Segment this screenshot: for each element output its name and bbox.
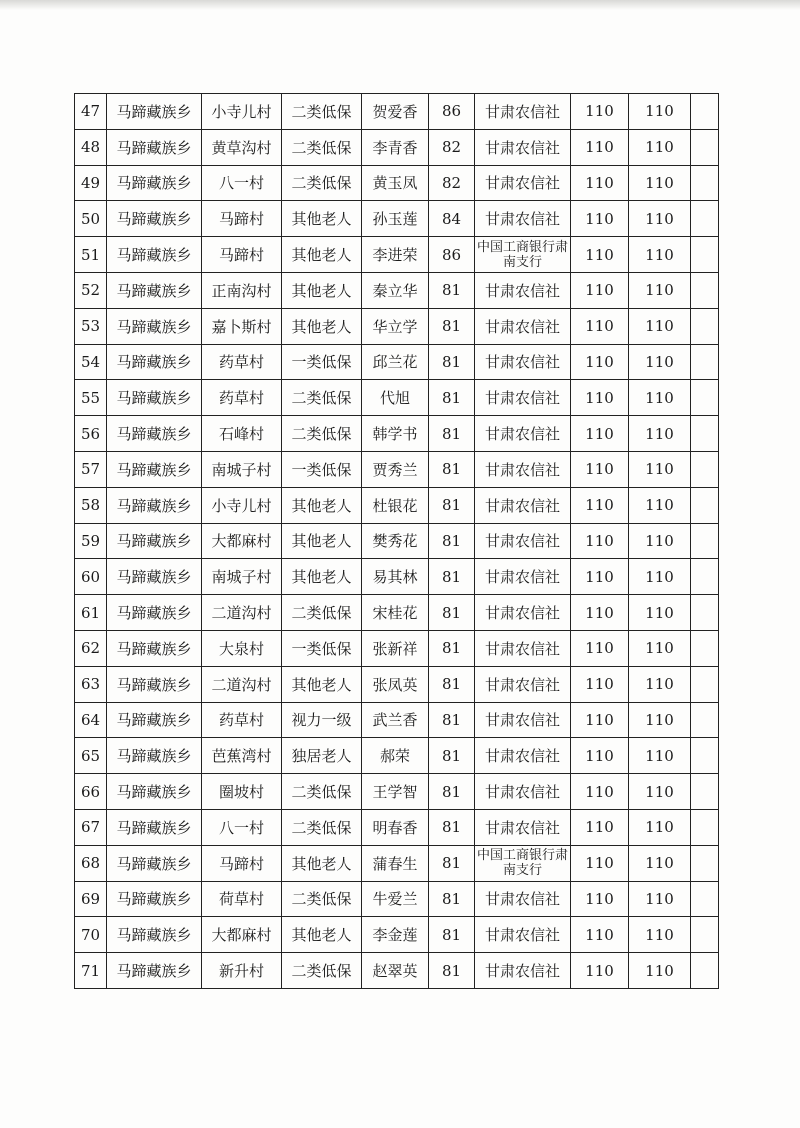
cell-name: 贺爱香 [362,94,429,130]
cell-bank: 甘肃农信社 [475,738,571,774]
cell-age: 86 [429,94,475,130]
table-row [75,451,719,487]
cell-age: 81 [429,953,475,989]
cell-township: 马蹄藏族乡 [107,129,202,165]
cell-category: 二类低保 [282,774,362,810]
cell-township: 马蹄藏族乡 [107,416,202,452]
table-row [75,595,719,631]
cell-number: 55 [75,380,107,416]
cell-amount-1: 110 [571,666,629,702]
cell-bank: 甘肃农信社 [475,666,571,702]
cell-age: 81 [429,416,475,452]
table-row [75,774,719,810]
cell-note [691,774,719,810]
cell-village: 石峰村 [202,416,282,452]
cell-township: 马蹄藏族乡 [107,559,202,595]
table-row [75,416,719,452]
cell-number: 69 [75,881,107,917]
cell-number: 48 [75,129,107,165]
cell-note [691,523,719,559]
table-row [75,94,719,130]
cell-name: 韩学书 [362,416,429,452]
cell-bank: 甘肃农信社 [475,308,571,344]
cell-amount-2: 110 [629,237,691,273]
cell-amount-1: 110 [571,94,629,130]
cell-name: 武兰香 [362,702,429,738]
cell-bank: 甘肃农信社 [475,129,571,165]
cell-township: 马蹄藏族乡 [107,380,202,416]
cell-age: 81 [429,380,475,416]
cell-amount-1: 110 [571,559,629,595]
cell-note [691,237,719,273]
cell-township: 马蹄藏族乡 [107,702,202,738]
cell-village: 芭蕉湾村 [202,738,282,774]
cell-township: 马蹄藏族乡 [107,666,202,702]
cell-name: 张凤英 [362,666,429,702]
cell-number: 57 [75,451,107,487]
cell-name: 郝荣 [362,738,429,774]
cell-amount-1: 110 [571,523,629,559]
cell-name: 杜银花 [362,487,429,523]
cell-name: 邱兰花 [362,344,429,380]
cell-village: 药草村 [202,702,282,738]
cell-note [691,94,719,130]
cell-category: 一类低保 [282,344,362,380]
table-row [75,738,719,774]
cell-amount-1: 110 [571,953,629,989]
table-row [75,487,719,523]
cell-village: 二道沟村 [202,595,282,631]
cell-age: 81 [429,308,475,344]
cell-amount-2: 110 [629,344,691,380]
table-row [75,272,719,308]
cell-name: 孙玉莲 [362,201,429,237]
cell-note [691,702,719,738]
cell-township: 马蹄藏族乡 [107,451,202,487]
cell-village: 南城子村 [202,451,282,487]
cell-amount-2: 110 [629,809,691,845]
cell-amount-1: 110 [571,702,629,738]
cell-category: 其他老人 [282,917,362,953]
cell-amount-1: 110 [571,416,629,452]
cell-age: 81 [429,738,475,774]
cell-number: 66 [75,774,107,810]
cell-village: 小寺儿村 [202,94,282,130]
cell-note [691,165,719,201]
cell-township: 马蹄藏族乡 [107,630,202,666]
cell-amount-2: 110 [629,630,691,666]
cell-amount-1: 110 [571,845,629,881]
cell-amount-1: 110 [571,917,629,953]
cell-amount-2: 110 [629,702,691,738]
cell-number: 60 [75,559,107,595]
cell-bank: 甘肃农信社 [475,344,571,380]
scan-top-edge [0,0,800,10]
cell-age: 81 [429,272,475,308]
beneficiary-table [74,93,719,989]
cell-category: 其他老人 [282,666,362,702]
table-row [75,129,719,165]
cell-bank: 甘肃农信社 [475,774,571,810]
cell-age: 86 [429,237,475,273]
cell-number: 58 [75,487,107,523]
cell-name: 李青香 [362,129,429,165]
cell-note [691,845,719,881]
cell-township: 马蹄藏族乡 [107,308,202,344]
cell-note [691,595,719,631]
cell-note [691,416,719,452]
cell-township: 马蹄藏族乡 [107,165,202,201]
cell-name: 宋桂花 [362,595,429,631]
cell-age: 81 [429,881,475,917]
cell-bank: 甘肃农信社 [475,451,571,487]
cell-township: 马蹄藏族乡 [107,595,202,631]
cell-number: 56 [75,416,107,452]
table-row [75,380,719,416]
cell-bank: 甘肃农信社 [475,559,571,595]
cell-bank: 甘肃农信社 [475,523,571,559]
table-row [75,559,719,595]
cell-village: 大都麻村 [202,917,282,953]
cell-name: 牛爱兰 [362,881,429,917]
cell-township: 马蹄藏族乡 [107,845,202,881]
cell-name: 黄玉凤 [362,165,429,201]
cell-name: 易其林 [362,559,429,595]
cell-name: 李进荣 [362,237,429,273]
cell-township: 马蹄藏族乡 [107,774,202,810]
cell-age: 81 [429,845,475,881]
cell-amount-1: 110 [571,881,629,917]
cell-amount-2: 110 [629,94,691,130]
table-row [75,344,719,380]
cell-age: 81 [429,523,475,559]
cell-village: 正南沟村 [202,272,282,308]
cell-township: 马蹄藏族乡 [107,738,202,774]
cell-amount-1: 110 [571,237,629,273]
cell-amount-2: 110 [629,165,691,201]
cell-number: 70 [75,917,107,953]
cell-bank: 甘肃农信社 [475,630,571,666]
cell-village: 马蹄村 [202,201,282,237]
cell-amount-2: 110 [629,487,691,523]
table-row [75,201,719,237]
cell-village: 药草村 [202,344,282,380]
cell-bank: 甘肃农信社 [475,487,571,523]
cell-category: 其他老人 [282,201,362,237]
table-row [75,237,719,273]
cell-category: 二类低保 [282,595,362,631]
cell-category: 其他老人 [282,523,362,559]
cell-note [691,451,719,487]
cell-note [691,380,719,416]
cell-amount-2: 110 [629,666,691,702]
cell-number: 49 [75,165,107,201]
cell-category: 一类低保 [282,451,362,487]
cell-name: 赵翠英 [362,953,429,989]
cell-number: 68 [75,845,107,881]
cell-village: 马蹄村 [202,237,282,273]
cell-village: 二道沟村 [202,666,282,702]
cell-bank: 甘肃农信社 [475,94,571,130]
cell-amount-2: 110 [629,523,691,559]
cell-bank: 甘肃农信社 [475,165,571,201]
cell-category: 二类低保 [282,881,362,917]
cell-number: 52 [75,272,107,308]
cell-category: 视力一级 [282,702,362,738]
cell-name: 代旭 [362,380,429,416]
cell-name: 蒲春生 [362,845,429,881]
cell-amount-1: 110 [571,809,629,845]
cell-note [691,917,719,953]
cell-number: 62 [75,630,107,666]
cell-age: 82 [429,129,475,165]
cell-amount-1: 110 [571,272,629,308]
cell-bank: 甘肃农信社 [475,272,571,308]
cell-age: 81 [429,666,475,702]
cell-note [691,559,719,595]
cell-category: 二类低保 [282,94,362,130]
cell-category: 二类低保 [282,380,362,416]
cell-amount-2: 110 [629,272,691,308]
cell-township: 马蹄藏族乡 [107,809,202,845]
table-row [75,917,719,953]
cell-category: 其他老人 [282,308,362,344]
cell-amount-2: 110 [629,380,691,416]
table-row [75,666,719,702]
cell-category: 二类低保 [282,953,362,989]
cell-amount-2: 110 [629,774,691,810]
cell-note [691,630,719,666]
cell-amount-1: 110 [571,738,629,774]
table-row [75,308,719,344]
cell-village: 八一村 [202,809,282,845]
cell-amount-1: 110 [571,165,629,201]
cell-number: 51 [75,237,107,273]
cell-amount-2: 110 [629,559,691,595]
cell-bank: 甘肃农信社 [475,595,571,631]
cell-age: 81 [429,702,475,738]
cell-village: 大泉村 [202,630,282,666]
table-body [75,94,719,989]
table-row [75,881,719,917]
cell-category: 其他老人 [282,272,362,308]
cell-bank: 甘肃农信社 [475,809,571,845]
cell-name: 李金莲 [362,917,429,953]
cell-township: 马蹄藏族乡 [107,272,202,308]
cell-village: 新升村 [202,953,282,989]
cell-category: 其他老人 [282,559,362,595]
cell-age: 82 [429,165,475,201]
cell-village: 南城子村 [202,559,282,595]
cell-age: 81 [429,595,475,631]
cell-age: 81 [429,630,475,666]
cell-name: 樊秀花 [362,523,429,559]
cell-note [691,308,719,344]
cell-name: 张新祥 [362,630,429,666]
cell-note [691,272,719,308]
cell-village: 药草村 [202,380,282,416]
cell-bank: 甘肃农信社 [475,881,571,917]
cell-amount-1: 110 [571,595,629,631]
cell-category: 其他老人 [282,487,362,523]
cell-amount-1: 110 [571,487,629,523]
cell-village: 荷草村 [202,881,282,917]
table-row [75,165,719,201]
table-row [75,702,719,738]
cell-township: 马蹄藏族乡 [107,523,202,559]
cell-township: 马蹄藏族乡 [107,953,202,989]
cell-name: 秦立华 [362,272,429,308]
table-row [75,845,719,881]
cell-village: 马蹄村 [202,845,282,881]
cell-note [691,666,719,702]
cell-bank: 甘肃农信社 [475,953,571,989]
cell-number: 71 [75,953,107,989]
cell-number: 61 [75,595,107,631]
table-row [75,630,719,666]
cell-village: 黄草沟村 [202,129,282,165]
cell-note [691,344,719,380]
cell-township: 马蹄藏族乡 [107,881,202,917]
cell-category: 二类低保 [282,165,362,201]
cell-township: 马蹄藏族乡 [107,917,202,953]
cell-age: 81 [429,774,475,810]
cell-township: 马蹄藏族乡 [107,344,202,380]
cell-amount-1: 110 [571,774,629,810]
cell-note [691,809,719,845]
cell-note [691,129,719,165]
cell-note [691,738,719,774]
table-row [75,809,719,845]
cell-note [691,881,719,917]
cell-name: 贾秀兰 [362,451,429,487]
cell-number: 65 [75,738,107,774]
cell-amount-2: 110 [629,416,691,452]
cell-note [691,953,719,989]
cell-amount-2: 110 [629,953,691,989]
cell-amount-1: 110 [571,201,629,237]
cell-age: 81 [429,487,475,523]
cell-amount-1: 110 [571,630,629,666]
cell-number: 64 [75,702,107,738]
cell-number: 53 [75,308,107,344]
cell-amount-1: 110 [571,380,629,416]
cell-bank: 甘肃农信社 [475,201,571,237]
cell-bank: 中国工商银行肃南支行 [475,237,571,273]
cell-amount-1: 110 [571,308,629,344]
cell-amount-2: 110 [629,738,691,774]
table-row [75,523,719,559]
cell-bank: 甘肃农信社 [475,416,571,452]
cell-category: 二类低保 [282,129,362,165]
cell-number: 50 [75,201,107,237]
cell-amount-1: 110 [571,451,629,487]
cell-bank: 甘肃农信社 [475,380,571,416]
cell-amount-2: 110 [629,917,691,953]
cell-bank: 甘肃农信社 [475,917,571,953]
cell-category: 其他老人 [282,845,362,881]
cell-name: 王学智 [362,774,429,810]
cell-township: 马蹄藏族乡 [107,94,202,130]
cell-note [691,201,719,237]
cell-amount-2: 110 [629,595,691,631]
cell-number: 59 [75,523,107,559]
cell-category: 一类低保 [282,630,362,666]
cell-category: 其他老人 [282,237,362,273]
cell-age: 81 [429,809,475,845]
cell-village: 八一村 [202,165,282,201]
cell-category: 独居老人 [282,738,362,774]
cell-amount-2: 110 [629,451,691,487]
cell-amount-1: 110 [571,129,629,165]
cell-number: 63 [75,666,107,702]
cell-name: 华立学 [362,308,429,344]
cell-amount-2: 110 [629,129,691,165]
cell-age: 81 [429,344,475,380]
cell-amount-2: 110 [629,201,691,237]
cell-age: 81 [429,451,475,487]
cell-number: 47 [75,94,107,130]
cell-age: 81 [429,559,475,595]
cell-township: 马蹄藏族乡 [107,237,202,273]
cell-number: 67 [75,809,107,845]
cell-village: 圈坡村 [202,774,282,810]
cell-township: 马蹄藏族乡 [107,201,202,237]
cell-amount-2: 110 [629,881,691,917]
cell-category: 二类低保 [282,809,362,845]
cell-amount-2: 110 [629,845,691,881]
cell-category: 二类低保 [282,416,362,452]
cell-township: 马蹄藏族乡 [107,487,202,523]
cell-amount-1: 110 [571,344,629,380]
cell-village: 嘉卜斯村 [202,308,282,344]
cell-number: 54 [75,344,107,380]
table-row [75,953,719,989]
cell-village: 小寺儿村 [202,487,282,523]
cell-age: 81 [429,917,475,953]
cell-bank: 中国工商银行肃南支行 [475,845,571,881]
cell-amount-2: 110 [629,308,691,344]
cell-note [691,487,719,523]
cell-bank: 甘肃农信社 [475,702,571,738]
cell-name: 明春香 [362,809,429,845]
cell-village: 大都麻村 [202,523,282,559]
cell-age: 84 [429,201,475,237]
